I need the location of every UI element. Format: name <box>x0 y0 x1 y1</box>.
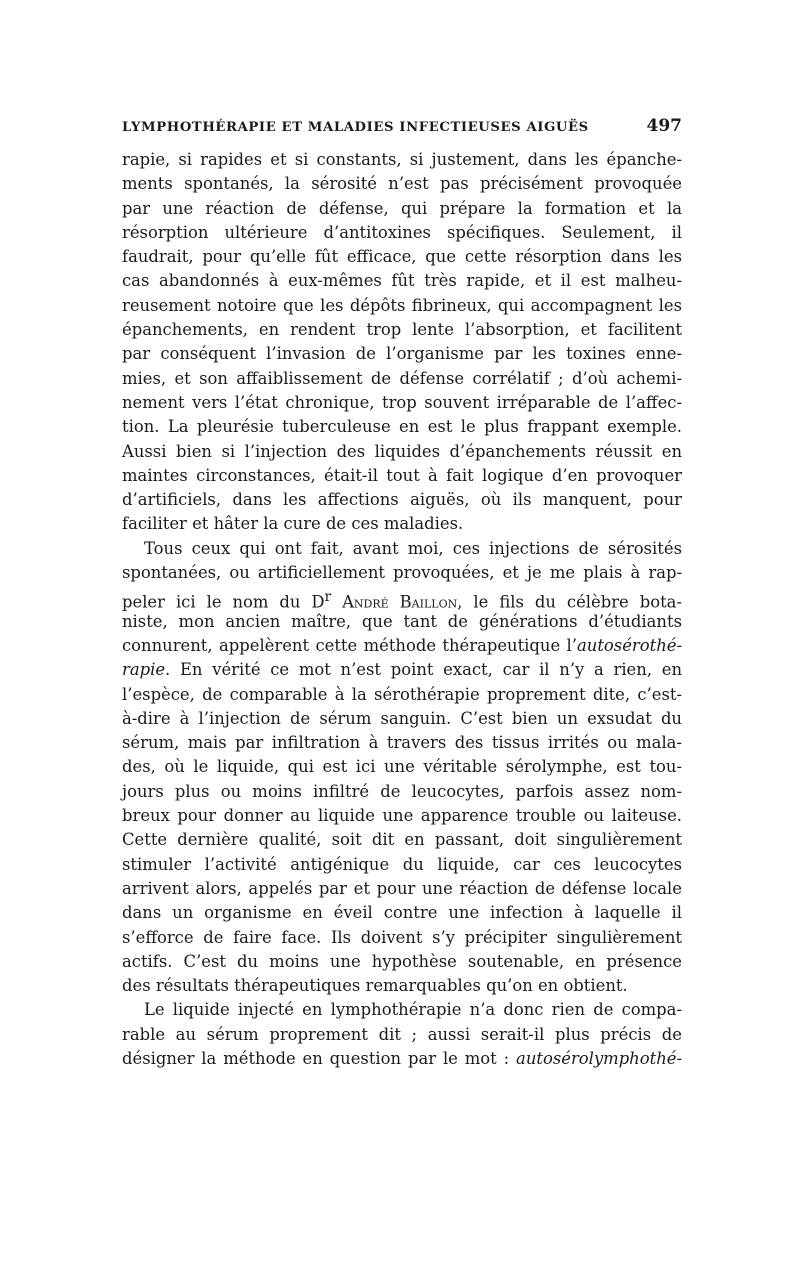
body-text <box>122 148 682 1071</box>
text-line: l’espèce, de comparable à la sérothérapie proprement dite, c’est- <box>122 684 682 704</box>
italic-term: autosérothé- <box>577 635 682 655</box>
text-line: à-dire à l’injection de sérum sanguin. C’est bien un exsudat du <box>122 708 682 728</box>
document-page <box>122 114 682 1071</box>
text-line: spontanées, ou artificiellement provoquées, et je me plais à rap- <box>122 563 682 583</box>
text-line: par conséquent l’invasion de l’organisme par les toxines enne- <box>122 344 682 364</box>
text-line: par une réaction de défense, qui prépare la formation et la <box>122 198 682 218</box>
text-line: mies, et son affaiblissement de défense corrélatif ; d’où achemi- <box>122 368 682 388</box>
text-line: maintes circonstances, était-il tout à fait logique d’en provoquer <box>122 465 682 485</box>
text-line: résorption ultérieure d’antitoxines spécifiques. Seulement, il <box>122 222 682 242</box>
text-line: reusement notoire que les dépôts fibrineux, qui accompagnent les <box>122 295 682 315</box>
text-line: d’artificiels, dans les affections aiguës, où ils manquent, pour <box>122 490 682 510</box>
running-header <box>122 114 682 138</box>
text-line: arrivent alors, appelés par et pour une réaction de défense locale <box>122 878 682 898</box>
running-title: LYMPHOTHÉRAPIE ET MALADIES INFECTIEUSES AIGUËS <box>122 120 589 135</box>
text-line: connurent, appelèrent cette méthode thérapeutique l’autosérothé- <box>122 635 682 655</box>
text-line: des résultats thérapeutiques remarquables qu’on en obtient. <box>122 976 628 996</box>
text-line: Le liquide injecté en lymphothérapie n’a donc rien de compa- <box>144 1000 682 1020</box>
text-line: Tous ceux qui ont fait, avant moi, ces injections de sérosités <box>144 538 682 558</box>
text-line: peler ici le nom du $D^r$ André Baillon, le fils du célèbre bota- <box>122 589 682 612</box>
person-name: André Baillon <box>331 592 458 612</box>
text-line: breux pour donner au liquide une apparence trouble ou laiteuse. <box>122 806 682 826</box>
text-line: sérum, mais par infiltration à travers des tissus irrités ou mala- <box>122 733 682 753</box>
text-line: dans un organisme en éveil contre une infection à laquelle il <box>122 903 682 923</box>
text-line: tion. La pleurésie tuberculeuse en est le plus frappant exemple. <box>122 417 682 437</box>
italic-term: autosérolymphothé- <box>516 1048 682 1068</box>
text-line: niste, mon ancien maître, que tant de générations d’étudiants <box>122 611 682 631</box>
text-line: ments spontanés, la sérosité n’est pas précisément provoquée <box>122 174 682 194</box>
text-line: faudrait, pour qu’elle fût efficace, que cette résorption dans les <box>122 247 682 267</box>
superscript: r <box>324 589 332 606</box>
text-line: stimuler l’activité antigénique du liquide, car ces leucocytes <box>122 854 682 874</box>
text-line: rable au sérum proprement dit ; aussi serait-il plus précis de <box>122 1024 682 1044</box>
text-line: désigner la méthode en question par le mot : autosérolymphothé- <box>122 1048 682 1068</box>
text-line: rapie, si rapides et si constants, si justement, dans les épanche- <box>122 150 682 169</box>
text-line: cas abandonnés à eux-mêmes fût très rapide, et il est malheu- <box>122 271 682 291</box>
italic-term: rapie <box>122 660 166 680</box>
text-line: actifs. C’est du moins une hypothèse soutenable, en présence <box>122 951 682 971</box>
text-line: Cette dernière qualité, soit dit en passant, doit singulièrement <box>122 830 682 850</box>
text-line: nement vers l’état chronique, trop souvent irréparable de l’affec- <box>122 392 682 412</box>
text-line: faciliter et hâter la cure de ces maladies. <box>122 514 464 534</box>
text-line: jours plus ou moins infiltré de leucocytes, parfois assez nom- <box>122 781 682 801</box>
text-line: épanchements, en rendent trop lente l’absorption, et facilitent <box>122 320 682 340</box>
text-line: rapie. En vérité ce mot n’est point exact, car il n’y a rien, en <box>122 660 682 680</box>
text-line: Aussi bien si l’injection des liquides d’épanchements réussit en <box>122 441 682 461</box>
page-number: 497 <box>646 116 682 136</box>
text-line: s’efforce de faire face. Ils doivent s’y précipiter singulièrement <box>122 927 682 947</box>
text-line: des, où le liquide, qui est ici une véritable sérolymphe, est tou- <box>122 757 682 777</box>
